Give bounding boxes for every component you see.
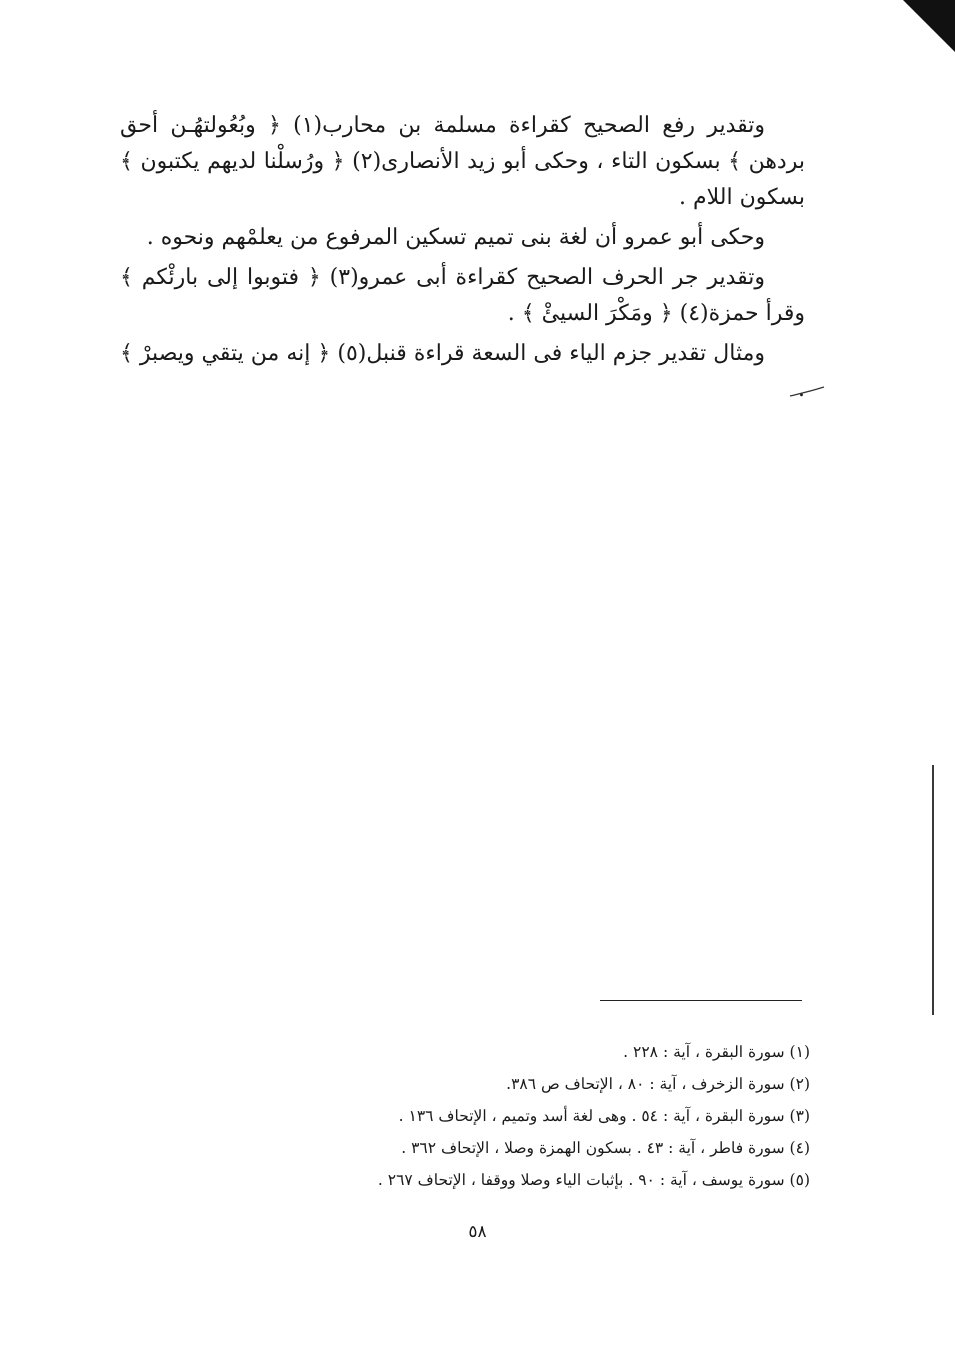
footnote-1: (١) سورة البقرة ، آية : ٢٢٨ . bbox=[623, 1043, 810, 1061]
paragraph-1: وتقدير رفع الصحيح كقراءة مسلمة بن محارب(١) ﴿ وبُعُولتهُـن أحق بردهن ﴾ بسكون التاء ، وحكى أبو زيد الأنصارى(٢) ﴿ ورُسلْنا لديهم يكتبون ﴾ بسكون اللام . bbox=[120, 113, 805, 210]
corner-crop-mark bbox=[903, 0, 955, 52]
margin-handwritten-stroke bbox=[788, 384, 826, 400]
footnote-3: (٣) سورة البقرة ، آية : ٥٤ . وهى لغة أسد وتميم ، الإتحاف ١٣٦ . bbox=[398, 1107, 810, 1125]
footnote-5: (٥) سورة يوسف ، آية : ٩٠ . بإثبات الياء وصلا ووقفا ، الإتحاف ٢٦٧ . bbox=[377, 1171, 810, 1189]
footnote-2: (٢) سورة الزخرف ، آية : ٨٠ ، الإتحاف ص ٣٨٦. bbox=[506, 1075, 810, 1093]
paragraph-4: ومثال تقدير جزم الياء فى السعة قراءة قنبل(٥) ﴿ إنه من يتقي ويصبرْ ﴾ . bbox=[120, 341, 805, 402]
main-text bbox=[120, 108, 805, 412]
scan-edge-line bbox=[932, 765, 934, 1015]
footnote-4: (٤) سورة فاطر ، آية : ٤٣ . بسكون الهمزة وصلا ، الإتحاف ٣٦٢ . bbox=[401, 1139, 810, 1157]
paragraph-2: وحكى أبو عمرو أن لغة بنى تميم تسكين المرفوع من يعلمْهم ونحوه . bbox=[146, 225, 765, 250]
footnote-separator bbox=[600, 1000, 802, 1001]
page-number: ٥٨ bbox=[468, 1222, 487, 1242]
paragraph-3: وتقدير جر الحرف الصحيح كقراءة أبى عمرو(٣) ﴿ فتوبوا إلى بارئْكم ﴾ وقرأ حمزة(٤) ﴿ ومَكْرَ السيئْ ﴾ . bbox=[120, 265, 805, 326]
footnotes bbox=[200, 1036, 810, 1196]
